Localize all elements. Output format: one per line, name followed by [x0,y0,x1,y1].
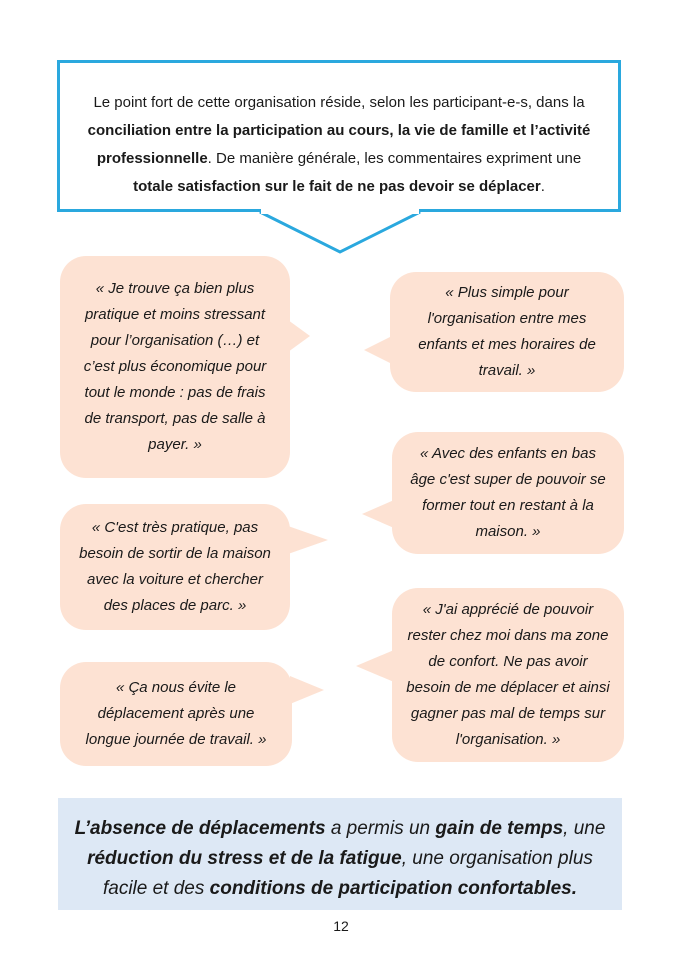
quote-text: « J'ai apprécié de pouvoir rester chez moi dans ma zone de confort. Ne pas avoir besoin de me déplacer et ainsi gagner pas mal de temps sur l'organisation. » [406,601,610,748]
quote-bubble-left-3 [60,662,292,766]
quote-text: « Ça nous évite le déplacement après une longue journée de travail. » [85,679,267,748]
intro-bold-2: professionnelle [96,150,208,167]
quote-bubble-right-1 [390,272,624,392]
bubble-tail [290,676,324,704]
bubble-tail [362,500,394,528]
quote-text: « C'est très pratique, pas besoin de sortir de la maison avec la voiture et chercher des places de parc. » [79,519,271,614]
summary-text-2: , une [563,818,606,839]
summary-bold-3: réduction du stress et de la fatigue [87,848,402,869]
quote-text: « Je trouve ça bien plus pratique et moins stressant pour l’organisation (…) et c’est plus économique pour tout le monde : pas de frais de transport, pas de salle à payer. » [83,280,267,453]
intro-text-3: . [540,178,545,195]
quote-bubble-left-2 [60,504,290,630]
intro-text-1: Le point fort de cette organisation réside, selon les participant-e-s, dans la [93,94,585,111]
intro-text-2: . De manière générale, les commentaires expriment une [207,150,582,167]
quote-text: « Plus simple pour l'organisation entre mes enfants et mes horaires de travail. » [418,284,596,379]
bubble-tail [364,336,392,364]
summary-text-3: , une organisation plus facile et des [102,848,593,899]
summary-text-1: a permis un [325,818,436,839]
quote-text: « Avec des enfants en bas âge c'est super de pouvoir se former tout en restant à la maison. » [410,445,606,540]
summary-bold-4: conditions de participation confortables. [209,878,578,899]
summary-box [58,798,622,910]
down-arrow-pointer [260,208,420,256]
intro-bold-3: totale satisfaction sur le fait de ne pas devoir se déplacer [133,178,541,195]
intro-bold-1: conciliation entre la participation au cours, la vie de famille et l’activité [87,122,591,139]
quote-bubble-left-1 [60,256,290,478]
quote-bubble-right-2 [392,432,624,554]
page-number: 12 [333,918,349,934]
bubble-tail [288,320,310,352]
quote-bubble-right-3 [392,588,624,762]
summary-bold-2: gain de temps [435,818,564,839]
summary-bold-1: L’absence de déplacements [74,818,326,839]
intro-callout [57,60,621,212]
bubble-tail [288,526,328,554]
bubble-tail [356,650,394,682]
